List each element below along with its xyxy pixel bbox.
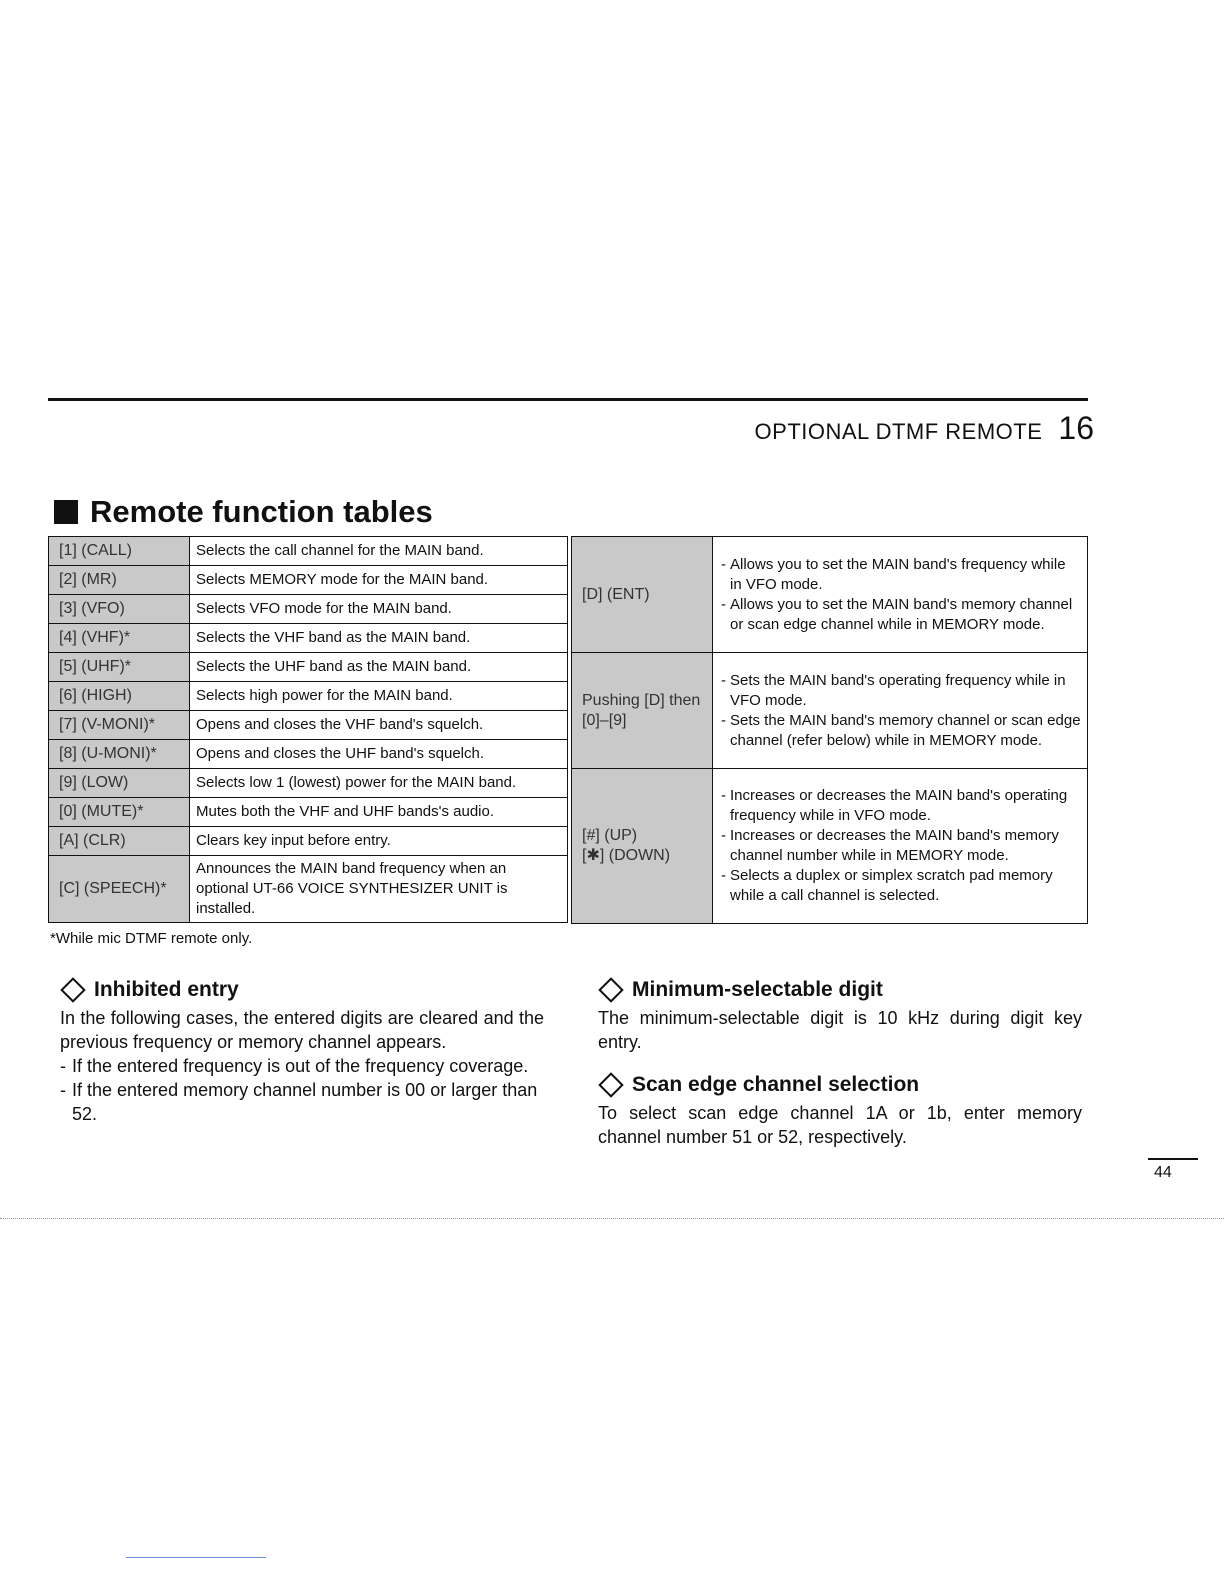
key-line: [#] (UP) [582, 827, 638, 844]
table-row [49, 798, 568, 827]
key-cell: [3] (VFO) [49, 595, 190, 624]
table-row [49, 624, 568, 653]
key-line: Pushing [D] then [582, 691, 701, 709]
table-row [49, 595, 568, 624]
key-cell: [2] (MR) [49, 566, 190, 595]
minimum-digit-heading [598, 978, 1082, 1002]
bottom-underline [126, 1557, 266, 1558]
table-row [49, 769, 568, 798]
key-cell: [A] (CLR) [49, 827, 190, 856]
description-cell: Selects MEMORY mode for the MAIN band. [190, 566, 568, 595]
inhibited-entry-list [60, 1054, 544, 1126]
table-row [572, 769, 1088, 924]
chapter-title: OPTIONAL DTMF REMOTE [754, 419, 1043, 444]
list-item: - Increases or decreases the MAIN band's memory channel number while in MEMORY mode. [721, 826, 1081, 866]
list-item: - Increases or decreases the MAIN band's operating frequency while in VFO mode. [721, 786, 1081, 826]
description-cell: Clears key input before entry. [190, 827, 568, 856]
key-line: [0]–[9] [582, 711, 627, 729]
list-item: - If the entered frequency is out of the frequency coverage. [60, 1054, 544, 1078]
list-item: - If the entered memory channel number is 00 or larger than 52. [60, 1078, 544, 1126]
key-cell: [9] (LOW) [49, 769, 190, 798]
scan-edge-text: To select scan edge channel 1A or 1b, enter memory channel number 51 or 52, respectively. [598, 1103, 1082, 1147]
list-item: - Allows you to set the MAIN band's frequency while in VFO mode. [721, 555, 1081, 595]
scan-edge-noise [0, 1218, 1224, 1219]
list-item: - Allows you to set the MAIN band's memory channel or scan edge channel while in MEMORY mode. [721, 595, 1081, 635]
description-cell [713, 653, 1088, 769]
minimum-digit-section [598, 978, 1082, 1054]
list-item: - Sets the MAIN band's operating frequency while in VFO mode. [721, 671, 1081, 711]
key-cell: [8] (U-MONI)* [49, 740, 190, 769]
page-header [755, 410, 1094, 447]
section-title [54, 494, 433, 530]
table-row [49, 856, 568, 923]
table-row [49, 682, 568, 711]
footnote: *While mic DTMF remote only. [50, 930, 253, 947]
list-item: - Sets the MAIN band's memory channel or scan edge channel (refer below) while in MEMORY mode. [721, 711, 1081, 751]
list-item: - Selects a duplex or simplex scratch pad memory while a call channel is selected. [721, 866, 1081, 906]
description-cell: Opens and closes the UHF band's squelch. [190, 740, 568, 769]
key-cell: [7] (V-MONI)* [49, 711, 190, 740]
top-rule [48, 398, 1088, 401]
table-row [49, 827, 568, 856]
description-list [721, 555, 1081, 635]
key-cell: [0] (MUTE)* [49, 798, 190, 827]
table-row [49, 566, 568, 595]
description-cell: Mutes both the VHF and UHF bands's audio. [190, 798, 568, 827]
key-cell: [5] (UHF)* [49, 653, 190, 682]
minimum-digit-text: The minimum-selectable digit is 10 kHz during digit key entry. [598, 1008, 1082, 1052]
section-title-text: Remote function tables [90, 494, 433, 529]
page-number: 44 [1154, 1164, 1172, 1181]
table-row [49, 711, 568, 740]
page-number-rule [1148, 1158, 1198, 1160]
remote-function-table-left [48, 536, 568, 923]
description-cell: Selects low 1 (lowest) power for the MAIN band. [190, 769, 568, 798]
key-line: [✱] (DOWN) [582, 847, 671, 864]
description-cell: Opens and closes the VHF band's squelch. [190, 711, 568, 740]
table-row [49, 537, 568, 566]
description-cell [713, 769, 1088, 924]
description-cell: Announces the MAIN band frequency when an optional UT-66 VOICE SYNTHESIZER UNIT is installed. [190, 856, 568, 923]
key-cell [572, 537, 713, 653]
description-cell: Selects the UHF band as the MAIN band. [190, 653, 568, 682]
description-cell: Selects VFO mode for the MAIN band. [190, 595, 568, 624]
table-row [572, 653, 1088, 769]
inhibited-entry-heading [60, 978, 544, 1002]
diamond-icon [60, 977, 85, 1002]
table-row [49, 653, 568, 682]
key-cell: [4] (VHF)* [49, 624, 190, 653]
inhibited-entry-section [60, 978, 544, 1126]
key-cell: [1] (CALL) [49, 537, 190, 566]
description-list [721, 786, 1081, 906]
scan-edge-section [598, 1073, 1082, 1149]
key-cell: [C] (SPEECH)* [49, 856, 190, 923]
diamond-icon [598, 977, 623, 1002]
description-cell [713, 537, 1088, 653]
inhibited-entry-text: In the following cases, the entered digits are cleared and the previous frequency or memory channel appears. [60, 1008, 544, 1052]
key-cell: [6] (HIGH) [49, 682, 190, 711]
description-list [721, 671, 1081, 751]
key-line: [D] (ENT) [582, 585, 650, 603]
description-cell: Selects the VHF band as the MAIN band. [190, 624, 568, 653]
table-row [572, 537, 1088, 653]
remote-function-table-right [571, 536, 1088, 924]
scan-edge-title: Scan edge channel selection [632, 1073, 920, 1096]
table-row [49, 740, 568, 769]
scan-edge-heading [598, 1073, 1082, 1097]
chapter-number: 16 [1058, 410, 1094, 446]
minimum-digit-title: Minimum-selectable digit [632, 978, 883, 1001]
key-cell [572, 653, 713, 769]
diamond-icon [598, 1072, 623, 1097]
bullet-square-icon [54, 500, 78, 524]
inhibited-entry-title: Inhibited entry [94, 978, 239, 1001]
description-cell: Selects the call channel for the MAIN band. [190, 537, 568, 566]
description-cell: Selects high power for the MAIN band. [190, 682, 568, 711]
key-cell [572, 769, 713, 924]
